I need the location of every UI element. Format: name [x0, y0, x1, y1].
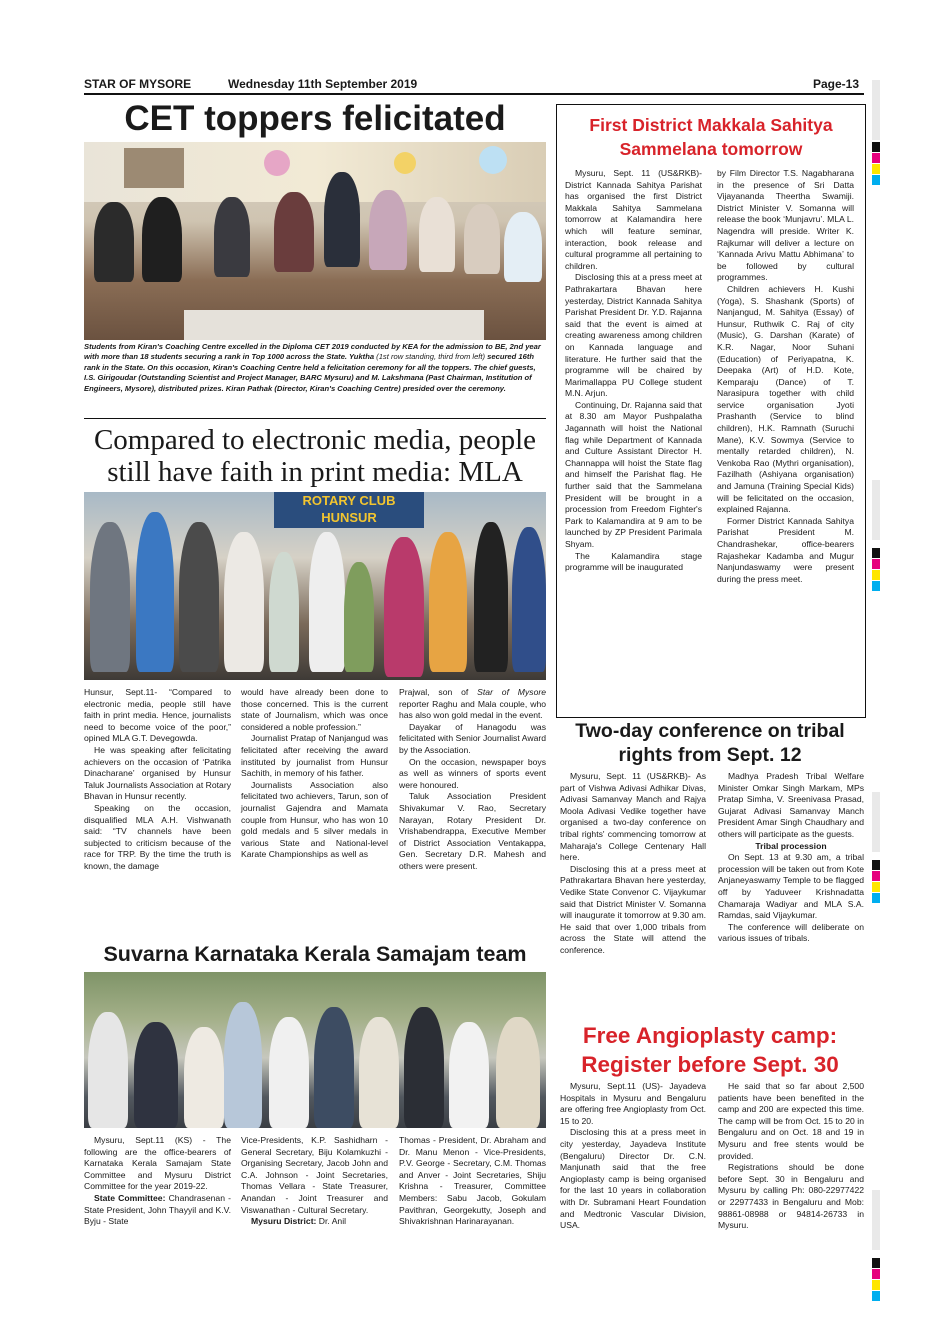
media-column-2	[241, 687, 388, 861]
media-headline-line-2: still have faith in print media: MLA	[107, 456, 523, 488]
tribal-col2-para-2: On Sept. 13 at 9.30 am, a tribal procession will be taken out from Kote Anjaneyaswamy Temple to be flagged off by Yaduveer Krishnadatta Chamaraja Wadiyar and MLA S.A. Ramdas, said Vijaykumar.	[718, 852, 864, 921]
angio-col1-para-2: Disclosing this at a press meet in city yesterday, Jayadeva Institute (Bengaluru) Director Dr. C.N. Manjunath said that the free Angioplasty camp is being organised for the last 10 years in collaboration with Dr. Subramani Heart Foundation and Medtronic Vascular Division, USA.	[560, 1127, 706, 1231]
angio-headline-line-1: Free Angioplasty camp:	[582, 1023, 838, 1048]
media-col1-para-3: Speaking on the occasion, disqualified MLA A.H. Vishwanath said: “TV channels have been subjected to criticism because of the race for TRP. By the time the truth is known, the damage	[84, 802, 231, 871]
media-col3-paper-name: Star of Mysore	[477, 687, 546, 697]
cet-divider	[84, 418, 546, 419]
page-number: Page-13	[813, 77, 860, 91]
sahitya-headline: First District Makkala Sahitya Sammelana tomorrow	[589, 115, 833, 159]
sahitya-col1-para-3: Continuing, Dr. Rajanna said that at 8.30 am Mayor Pushpalatha Jagannath will hoist the National flag while Department of Kannada and Culture Assistant Director H. Channappa will hoist the State flag and himself the Parishat flag. He further said that the Sammelana President will be brought in a procession from Freedom Fighter's Park to Kalamandira at 9 am to be launched by ZP President Parimala Shyam.	[565, 399, 702, 549]
sahitya-col2-para-1: by Film Director T.S. Nagabharana in the presence of Sri Datta Vijayananda Theertha Swamiji. District Minister V. Somanna will release the book ‘Munjavru’. MLA L. Nagendra will preside. Writer K. Rajkumar will deliver a lecture on ‘Kannada Arivu Mattu Abhimana’ to be followed by cultural programmes.	[717, 168, 854, 283]
angio-col2-para-2: Registrations should be done before Sept. 30 in Bengaluru and Mysuru by calling Ph: 080-22977422 or 22977433 in Bengaluru and Mob: 98861-08988 or 94814-26733 in Mysuru.	[718, 1162, 864, 1231]
masthead-rule	[84, 93, 864, 95]
tribal-col2-para-3: The conference will deliberate on various issues of tribals.	[718, 921, 864, 944]
samajam-col2-text: Dr. Anil	[316, 1216, 347, 1227]
angio-headline-line-2: Register before Sept. 30	[581, 1052, 839, 1077]
sahitya-col1-para-2: Disclosing this at a press meet at Pathrakartara Bhavan here yesterday, District Kannada Sahitya Parishat President Dr. Y.D. Rajanna said that the event is aimed at creating awareness among children on Kannada language and literature. He further said that the programme will be chaired by Marimallappa PU College student M.N. Arjun.	[565, 272, 702, 399]
media-column-3	[399, 687, 546, 873]
tribal-headline-line-1: Two-day conference on tribal	[575, 720, 845, 742]
tribal-column-2	[718, 771, 864, 945]
media-col3-para-4: Taluk Association President Shivakumar V. Rao, Secretary Narayan, Rotary President Dr. Vrishabendrappa, Executive Member of District Association Ventakappa, Gen. Secretary D.R. Mahesh and others were present.	[399, 791, 546, 871]
cet-caption-part-1: Students from Kiran's Coaching Centre excelled in the Diploma CET 2019 conducted by KEA for the admission to BE, 2nd year with more than 18 students securing a rank in Top 1000 across the State. Yuktha	[84, 342, 541, 362]
cet-photo	[84, 142, 546, 340]
samajam-column-1	[84, 1135, 231, 1228]
angio-column-2	[718, 1081, 864, 1232]
angio-column-1	[560, 1081, 706, 1232]
rotary-banner-line-1: ROTARY CLUB	[302, 493, 396, 508]
rotary-banner	[274, 492, 424, 528]
samajam-col1-para-1: Mysuru, Sept.11 (KS) - The following are the office-bearers of Karnataka Kerala Samajam State Committee and Mysuru District Committee for the year 2019-22.	[84, 1135, 231, 1192]
paper-name: STAR OF MYSORE	[84, 77, 192, 91]
angio-col2-para-1: He said that so far about 2,500 patients have been benefited in the camp and 200 are expected this time. The camp will be from Oct. 15 to 20 in Bengaluru and on Oct. 18 and 19 in Mysuru and free stents would be provided.	[718, 1081, 864, 1161]
samajam-col2-para-2	[241, 1216, 388, 1228]
cet-caption-part-3: secured 16th rank in the State. On this occasion, Kiran's Coaching Centre held a felicitation ceremony for all the toppers. The chief guests, I.S. Girigoudar (Outstanding Scientist and Project Manager, BARC Mysuru) and M. Lakshmana (Past Chairman, Institution of Engineers, Mysore), distributed prizes. Kiran Pathak (Director, Kiran's Coaching Centre) presided over the ceremony.	[84, 352, 536, 393]
samajam-col3-para-1: Thomas - President, Dr. Abraham and Dr. Manu Menon - Vice-Presidents, P.V. George - Secretary, C.M. Thomas and Anver - Joint Secretaries, Shiju Krishna - Treasurer, Committee Members: Sabu Jacob, Gokulam Pavithran, Georgekutty, Joseph and Shivakrishnan Harinarayanan.	[399, 1135, 546, 1227]
sahitya-col2-para-2: Children achievers H. Kushi (Yoga), S. Shashank (Sports) of Nanjangud, M. Sahitya (Essay) of Hunsur, Ruthwik C. Raj of city (Music), G. Darshan (Karate) of K.R. Nagar, Noor Suhani (Education) of Periyapatna, K. Deepaka (Art) of H.D. Kote, Kemparaju (Dance) of T. Narasipura together with child service organisation Jyoti Prashanth (Service to blind children), H.K. Ramnath (Suruchi Mane), K.V. Sowmya (Service to mentally retarded children), N. Venkoba Rao (Mythri organisation), Fazilhath (Ashiyana organisation) and Jamuna (Training Special Kids) will be felicitated on the occasion, explained Rajanna.	[717, 283, 854, 515]
sahitya-column-1	[565, 168, 702, 574]
samajam-column-2	[241, 1135, 388, 1228]
media-col2-para-3: Journalists Association also felicitated two achievers, Tarun, son of journalist Gajendra and Mamata couple from Hunsur, who has won 10 gold medals and 5 silver medals in various State and National-level Karate Championships as well as	[241, 779, 388, 860]
sahitya-col1-para-1: Mysuru, Sept. 11 (US&RKB)- District Kannada Sahitya Parishat has organised the first District Makkala Sahitya Sammelana tomorrow at Kalamandira here which will feature seminar, interaction, book release and cultural programme all pertaining to children.	[565, 168, 702, 271]
angio-col1-para-1: Mysuru, Sept.11 (US)- Jayadeva Hospitals in Mysuru and Bengaluru are offering free Angioplasty from Oct. 15 to 20.	[560, 1081, 706, 1126]
cet-headline: CET toppers felicitated	[124, 99, 506, 138]
tribal-headline	[556, 719, 864, 767]
samajam-col1-para-2	[84, 1193, 231, 1228]
samajam-col2-para-1: Vice-Presidents, K.P. Sashidharn - General Secretary, Biju Kolamkuzhi - Organising Secretary, Jacob John and C.A. Johnson - Joint Secretaries, Thomas Vellara - State Treasurer, Anandan - Joint Treasurer and Viswanathan - Cultural Secretary.	[241, 1135, 388, 1215]
media-col3-text-a: Prajwal, son of	[399, 687, 478, 697]
samajam-col1-text: Chandrasenan - State President, John Thayyil and K.V. Byju - State	[84, 1192, 231, 1227]
media-headline-line-1: Compared to electronic media, people	[93, 424, 537, 456]
tribal-headline-line-2: rights from Sept. 12	[618, 744, 802, 766]
rotary-banner-line-2: HUNSUR	[321, 510, 377, 525]
media-column-1	[84, 687, 231, 873]
sahitya-col2-para-3: Former District Kannada Sahitya Parishat President M. Chandrashekar, office-bearers Rajashekar Kadamba and Mugur Nanjundaswamy were present during the press meet.	[717, 515, 854, 584]
media-col3-text-c: reporter Raghu and Mala couple, who has also won gold medal in the event.	[399, 698, 546, 721]
media-col1-para-2: He was speaking after felicitating achievers on the occasion of ‘Patrika Dinacharane’ organised by Hunsur Taluk Journalists Association at Rotary Bhavan in Hunsur recently.	[84, 744, 231, 802]
tribal-col2-para-1: Madhya Pradesh Tribal Welfare Minister Omkar Singh Markam, MPs Pratap Simha, V. Sreenivasa Prasad, Gujarat Adivasi Samanvay Manch President Amar Singh Chaudhary and others will participate as the guests.	[718, 771, 864, 839]
media-photo	[84, 492, 546, 680]
samajam-column-3	[399, 1135, 546, 1228]
media-col2-para-1: would have already been done to those concerned. This is the current state of Journalism, which was once considered a noble profession.”	[241, 687, 388, 732]
tribal-column-1	[560, 771, 706, 957]
media-headline	[84, 424, 546, 488]
media-col1-para-1: Hunsur, Sept.11- “Compared to electronic media, people still have faith in print media. Hence, journalists need to become voice of the poor,” opined MLA G.T. Devegowda.	[84, 687, 231, 744]
media-col3-para-3: On the occasion, newspaper boys as well as winners of sports event were honoured.	[399, 756, 546, 790]
samajam-photo	[84, 972, 546, 1128]
samajam-headline: Suvarna Karnataka Kerala Samajam team	[103, 942, 527, 966]
angio-headline	[556, 1021, 864, 1079]
cet-caption-part-2: (1st row standing, third from left)	[376, 352, 486, 362]
mysuru-district-label: Mysuru District:	[251, 1216, 317, 1227]
issue-date: Wednesday 11th September 2019	[228, 77, 418, 91]
tribal-col1-para-2: Disclosing this at a press meet at Pathrakartara Bhavan here yesterday, Vedike State Convenor C. Vijaykumar said that District Minister V. Somanna will inaugurate it tomorrow at 9.30 am. He said that over 1,000 tribals from across the State will attend the conference.	[560, 863, 706, 955]
state-committee-label: State Committee:	[94, 1192, 166, 1203]
sahitya-col1-para-4: The Kalamandira stage programme will be inaugurated	[565, 550, 702, 573]
media-col3-para-2: Dayakar of Hanagodu was felicitated with Senior Journalist Award by the Association.	[399, 721, 546, 755]
tribal-subhead: Tribal procession	[755, 840, 827, 851]
sahitya-column-2	[717, 168, 854, 585]
cet-caption	[84, 342, 546, 394]
tribal-col1-para-1: Mysuru, Sept. 11 (US&RKB)- As part of Vishwa Adivasi Adhikar Divas, Adivasi Samanvay Manch and Rajya Moola Adivasi Vedike together have organised a two-day conference on tribal rights' commencing tomorrow at Maharaja's College Centenary Hall here.	[560, 771, 706, 863]
media-col3-para-1	[399, 687, 546, 722]
media-col2-para-2: Journalist Pratap of Nanjangud was felicitated after receiving the award instituted by journalist from Hunsur Sachith, in memory of his father.	[241, 733, 388, 779]
